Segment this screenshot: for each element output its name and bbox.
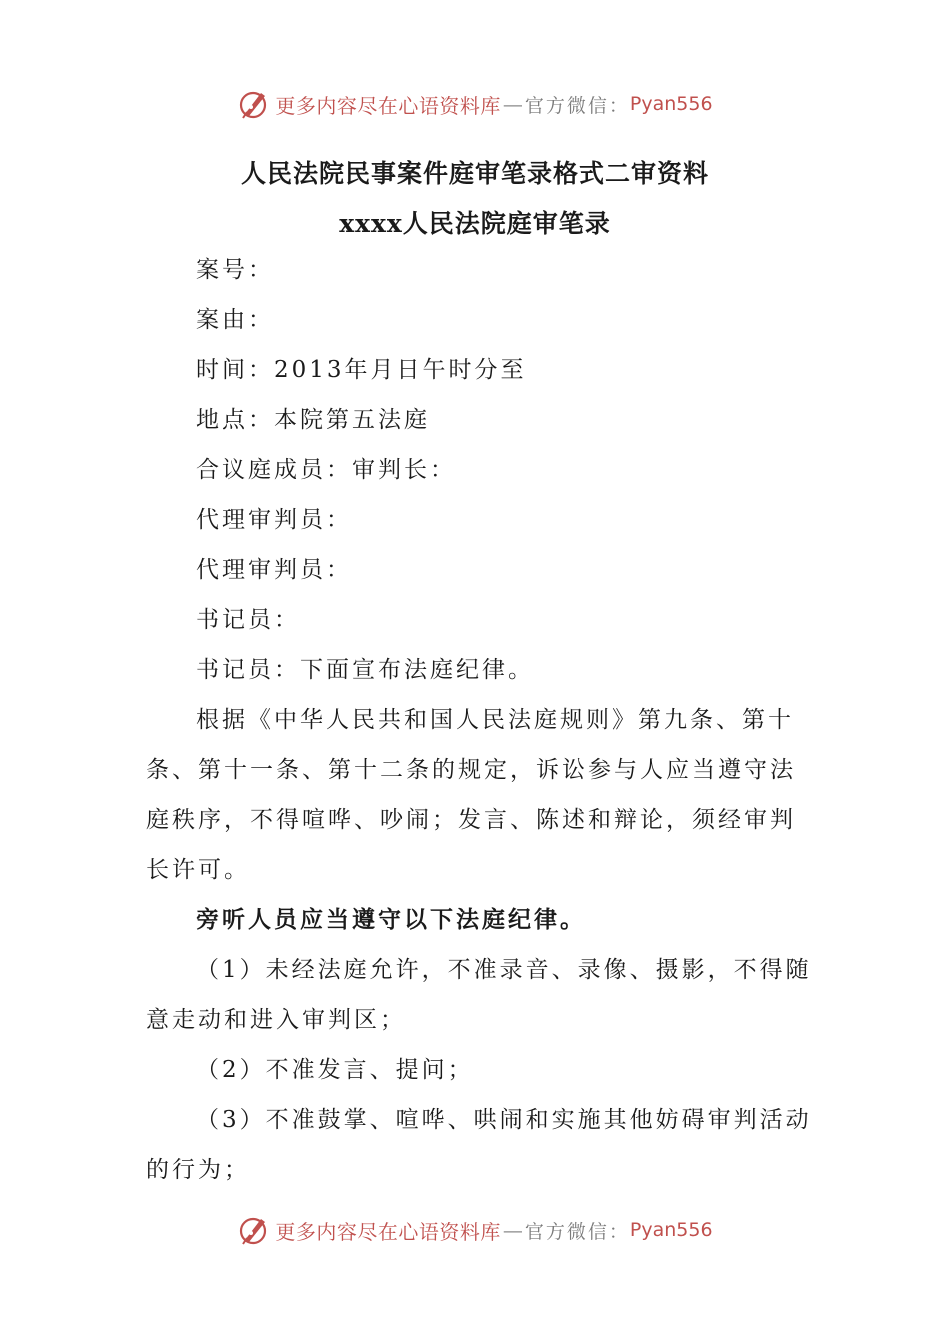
- paragraph-line: 庭秩序，不得喧哗、吵闹；发言、陈述和辩论，须经审判: [146, 807, 796, 833]
- panel-field: 合议庭成员：审判长：: [196, 457, 456, 483]
- announcement-line: 书记员：下面宣布法庭纪律。: [196, 657, 534, 683]
- document-title: 人民法院民事案件庭审笔录格式二审资料: [240, 159, 709, 188]
- acting-judge-field-1: 代理审判员：: [196, 507, 352, 533]
- banner-dash: —: [502, 92, 523, 116]
- case-cause-field: 案由：: [196, 307, 274, 333]
- rule-line: （1）未经法庭允许，不准录音、录像、摄影，不得随: [196, 957, 812, 983]
- case-number-field: 案号：: [196, 257, 274, 283]
- banner-wechat-label: 官方微信：: [524, 94, 630, 117]
- quill-pen-icon: [237, 1213, 271, 1247]
- banner-wechat-label: 官方微信：: [524, 1220, 630, 1243]
- paragraph-line: 长许可。: [146, 857, 250, 883]
- audience-heading: 旁听人员应当遵守以下法庭纪律。: [196, 906, 586, 933]
- paragraph-line: 条、第十一条、第十二条的规定，诉讼参与人应当遵守法: [146, 757, 796, 783]
- rule-line: （3）不准鼓掌、喧哗、哄闹和实施其他妨碍审判活动: [196, 1107, 812, 1133]
- banner-main-text: 更多内容尽在心语资料库: [275, 93, 501, 118]
- footer-banner: [0, 1210, 950, 1250]
- header-banner: [0, 84, 950, 124]
- banner-wechat-id: Pyan556: [629, 93, 713, 115]
- banner-main-text: 更多内容尽在心语资料库: [275, 1219, 501, 1244]
- document-subtitle: xxxx人民法院庭审笔录: [339, 209, 611, 238]
- rule-line: （2）不准发言、提问；: [196, 1057, 474, 1083]
- acting-judge-field-2: 代理审判员：: [196, 557, 352, 583]
- place-field: 地点：本院第五法庭: [196, 407, 430, 433]
- paragraph-line: 根据《中华人民共和国人民法庭规则》第九条、第十: [196, 707, 794, 733]
- clerk-field: 书记员：: [196, 607, 300, 633]
- time-field: 时间：2013年月日午时分至: [196, 357, 527, 383]
- banner-wechat-id: Pyan556: [629, 1219, 713, 1241]
- rule-line: 意走动和进入审判区；: [146, 1007, 406, 1033]
- banner-dash: —: [502, 1218, 523, 1242]
- quill-pen-icon: [237, 87, 271, 121]
- rule-line: 的行为；: [146, 1157, 250, 1183]
